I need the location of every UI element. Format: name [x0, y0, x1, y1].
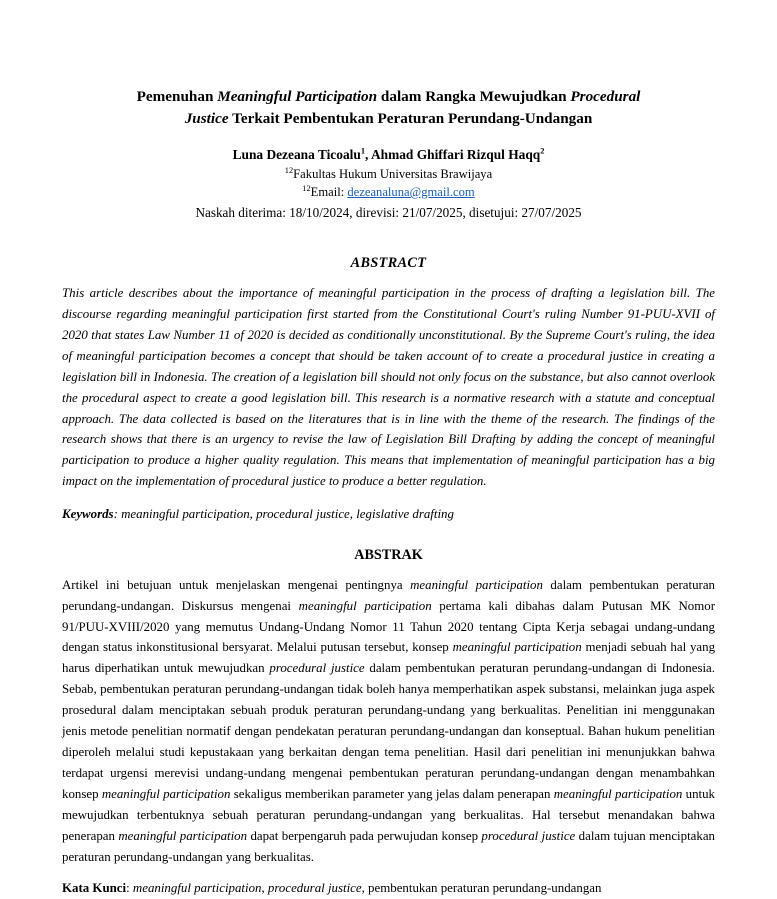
kata-kunci-separator-2: ,: [261, 881, 268, 896]
abstrak-text-7: untuk mewujudkan terbentuknya sebuah peraturan perundang-undangan yang berkualitas. Hal tersebut menandakan bahwa penerapan: [62, 786, 716, 843]
affiliation: [62, 167, 715, 182]
abstrak-emphasis-4: procedural justice: [269, 661, 365, 676]
kata-kunci-separator: :: [126, 881, 133, 896]
abstrak-text-8: dapat berpengaruh pada perwujudan konsep: [247, 828, 482, 843]
abstract-body: This article describes about the importance of meaningful participation in the process of drafting a legislation bill. The discourse regarding meaningful participation first started from the Constitutional Court's ruling Number 91-PUU-XVII of 2020 that states Law Number 11 of 2020 is decided as conditionally unconstitutional. By the Supreme Court's ruling, the idea of meaningful participation becomes a concept that should be taken account of to create a procedural justice in creating a legislation bill in Indonesia. The creation of a legislation bill should not only focus on the substance, but also cannot overlook the procedural aspect to create a good legislation bill. This research is a normative research with a statute and conceptual approach. The data collected is based on the literatures that is in line with the theme of the research. The findings of the research shows that there is an urgency to revise the law of Legislation Bill Drafting by adding the concept of meaningful participation to produce a higher quality regulation. This means that implementation of meaningful participation has a big impact on the implementation of procedural justice to produce a better regulation.: [62, 286, 715, 489]
abstrak-emphasis-8: procedural justice: [481, 828, 576, 843]
title-emphasis-2: Procedural: [570, 88, 641, 105]
author-two-affiliation-marker: 2: [540, 146, 545, 156]
abstrak-body: [62, 575, 715, 868]
kata-kunci-tail: , pembentukan peraturan perundang-undangan: [361, 881, 602, 896]
abstrak-text-1: Artikel ini betujuan untuk menjelaskan mengenai pentingnya: [62, 577, 411, 592]
abstrak-text-9: dalam tujuan menciptakan peraturan perundang-undangan yang berkualitas.: [62, 828, 715, 864]
title-text-3: Terkait Pembentukan Peraturan Perundang-Undangan: [228, 110, 593, 128]
title-emphasis-3: Justice: [184, 110, 229, 128]
email-marker: 12: [302, 183, 311, 193]
abstrak-text-5: dalam pembentukan peraturan perundang-undangan di Indonesia. Sebab, pembentukan peraturan perundang-undangan tidak boleh hanya memperhatikan aspek substansi, melainkan juga aspek prosedural dalam menciptakan sebuah produk peraturan perundang-undang yang berkualitas. Penelitian ini menggunakan jenis metode penelitian normatif dengan pendekatan peraturan perundang-undangan dan konseptual. Bahan hukum penelitian diperoleh melalui studi kepustakaan yang berkaitan dengan tema penelitian. Hasil dari penelitian ini menunjukkan bahwa terdapat urgensi merevisi undang-undang mengenai pembentukan peraturan perundang-undangan dengan menambahkan konsep: [62, 661, 715, 801]
abstrak-emphasis-6: meaningful participation: [553, 786, 683, 801]
abstrak-heading: ABSTRAK: [354, 546, 423, 563]
abstrak-emphasis-5: meaningful participation: [101, 786, 231, 801]
author-one: Luna Dezeana Ticoalu: [232, 147, 361, 163]
affiliation-text: Fakultas Hukum Universitas Brawijaya: [293, 167, 493, 182]
abstrak-text-2: dalam pembentukan peraturan perundang-undangan. Diskursus mengenai: [62, 577, 715, 613]
author-two: , Ahmad Ghiffari Rizqul Haqq: [365, 147, 541, 163]
abstrak-text-4: menjadi sebuah hal yang harus diperhatikan untuk mewujudkan: [62, 640, 716, 676]
abstrak-emphasis-7: meaningful participation: [118, 828, 248, 843]
author-list: [62, 147, 715, 163]
kata-kunci-emphasis-1: meaningful participation: [132, 881, 262, 896]
title-text-1: Pemenuhan: [136, 88, 218, 105]
submission-dates: Naskah diterima: 18/10/2024, direvisi: 21/07/2025, disetujui: 27/07/2025: [195, 205, 582, 221]
abstrak-text-3: pertama kali dibahas dalam Putusan MK Nomor 91/PUU-XVIII/2020 yang memutus Undang-Undang Nomor 11 Tahun 2020 tentang Cipta Kerja sebagai undang-undang dengan status inkonstitusional bersyarat. Melalui putusan tersebut, konsep: [62, 598, 716, 655]
affiliation-marker: 12: [284, 165, 294, 175]
author-one-affiliation-marker: 1: [360, 146, 365, 156]
kata-kunci-emphasis-2: procedural justice: [267, 881, 362, 896]
abstract-heading: ABSTRACT: [350, 255, 427, 272]
kata-kunci-label: Kata Kunci: [62, 881, 127, 896]
email-label: Email:: [310, 185, 348, 200]
abstrak-emphasis-3: meaningful participation: [452, 640, 582, 655]
title-emphasis-1: Meaningful Participation: [217, 88, 378, 105]
abstrak-emphasis-2: meaningful participation: [298, 598, 432, 613]
abstrak-emphasis-1: meaningful participation: [410, 577, 543, 592]
title-text-2: dalam Rangka Mewujudkan: [377, 88, 571, 105]
email-line: [62, 185, 715, 200]
keywords: [62, 504, 715, 525]
keywords-value: : meaningful participation, procedural justice, legislative drafting: [113, 507, 454, 522]
abstrak-text-6: sekaligus memberikan parameter yang jelas dalam penerapan: [230, 786, 554, 801]
page-title: [70, 86, 707, 130]
email-link[interactable]: dezeanaluna@gmail.com: [347, 185, 475, 200]
keywords-label: Keywords: [62, 507, 114, 522]
kata-kunci: [62, 878, 715, 899]
